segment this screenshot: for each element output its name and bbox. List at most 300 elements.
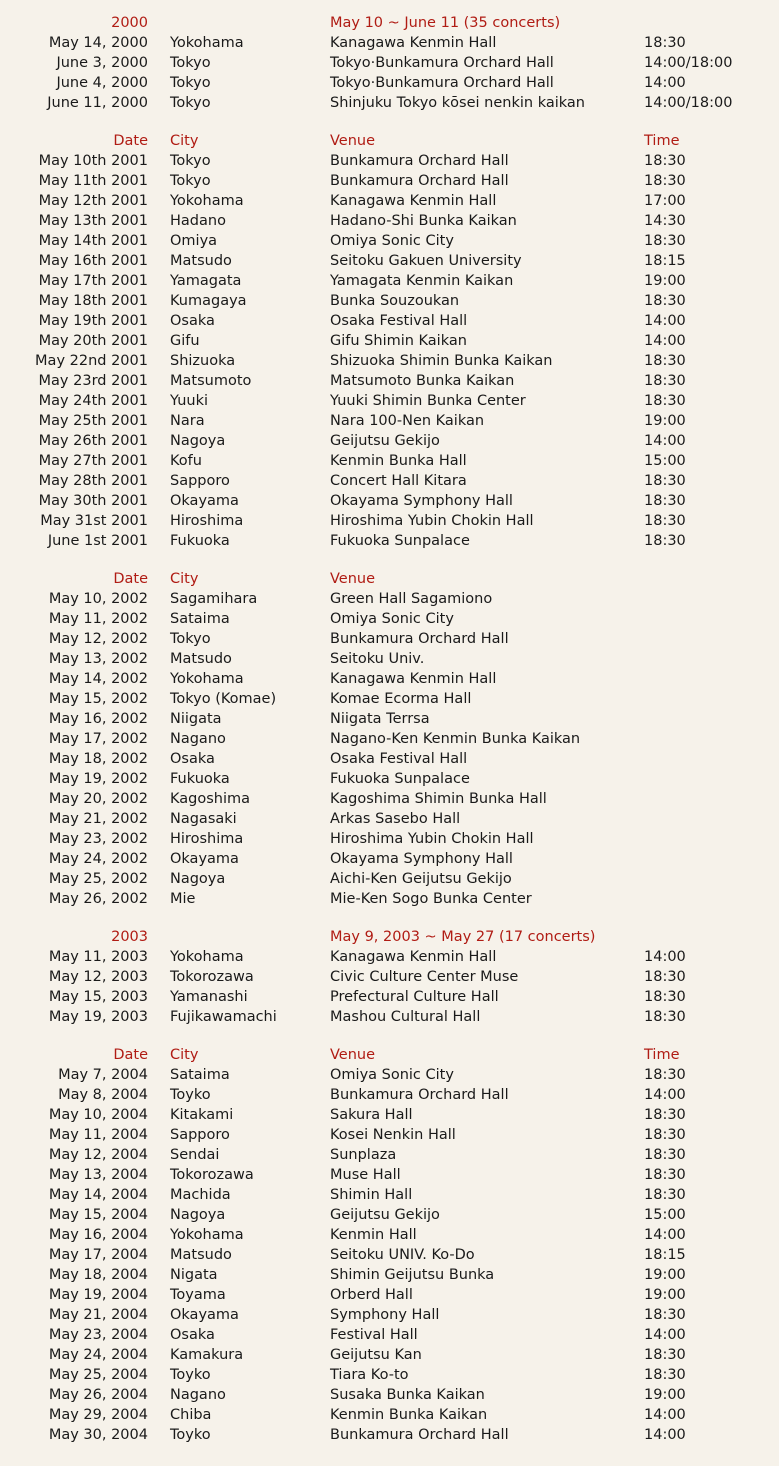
table-row [0, 53, 779, 73]
venue-cell: Kenmin Bunka Kaikan [330, 1407, 488, 1423]
venue-cell: Osaka Festival Hall [330, 313, 468, 329]
date-cell: May 30th 2001 [38, 493, 148, 509]
time-cell: 14:00 [644, 1407, 686, 1423]
venue-cell: Okayama Symphony Hall [330, 851, 513, 867]
venue-cell: Symphony Hall [330, 1307, 440, 1323]
table-header-row [0, 131, 779, 151]
venue-cell: Niigata Terrsa [330, 711, 430, 727]
time-cell: 18:30 [644, 173, 686, 189]
city-cell: Sataima [170, 611, 230, 627]
time-cell: 18:30 [644, 153, 686, 169]
time-cell: 18:30 [644, 1167, 686, 1183]
time-cell: 15:00 [644, 1207, 686, 1223]
venue-cell: Kanagawa Kenmin Hall [330, 671, 497, 687]
table-row [0, 351, 779, 371]
table-row [0, 1185, 779, 1205]
table-row [0, 231, 779, 251]
header-date: 2003 [111, 929, 148, 945]
city-cell: Yokohama [170, 949, 244, 965]
date-cell: May 18, 2004 [48, 1267, 148, 1283]
table-row [0, 391, 779, 411]
venue-cell: Omiya Sonic City [330, 611, 454, 627]
date-cell: May 12, 2002 [48, 631, 148, 647]
time-cell: 14:00 [644, 313, 686, 329]
date-cell: June 3, 2000 [56, 55, 148, 71]
table-row [0, 191, 779, 211]
venue-cell: Tiara Ko-to [330, 1367, 409, 1383]
venue-cell: Bunkamura Orchard Hall [330, 1087, 509, 1103]
table-row [0, 1325, 779, 1345]
table-row [0, 1245, 779, 1265]
city-cell: Osaka [170, 1327, 215, 1343]
date-cell: May 11, 2002 [48, 611, 148, 627]
table-row [0, 1385, 779, 1405]
table-row [0, 451, 779, 471]
venue-cell: Shimin Geijutsu Bunka [330, 1267, 495, 1283]
time-cell: 14:00 [644, 1427, 686, 1443]
city-cell: Nagano [170, 1387, 226, 1403]
time-cell [642, 669, 779, 689]
city-cell: Matsudo [170, 253, 232, 269]
date-cell: May 20, 2002 [48, 791, 148, 807]
table-row [0, 1265, 779, 1285]
venue-cell: Bunkamura Orchard Hall [330, 173, 509, 189]
city-cell: Matsudo [170, 651, 232, 667]
table-row [0, 251, 779, 271]
time-cell [642, 609, 779, 629]
venue-cell: Kagoshima Shimin Bunka Hall [330, 791, 547, 807]
time-cell [642, 889, 779, 909]
table-row [0, 491, 779, 511]
table-row [0, 371, 779, 391]
table-row [0, 849, 779, 869]
city-cell: Yamanashi [170, 989, 248, 1005]
city-cell: Tokorozawa [170, 969, 254, 985]
time-cell [642, 829, 779, 849]
date-cell: June 11, 2000 [47, 95, 148, 111]
venue-cell: Mashou Cultural Hall [330, 1009, 481, 1025]
time-cell: 19:00 [644, 273, 686, 289]
city-cell: Hiroshima [170, 513, 244, 529]
date-cell: May 15, 2004 [48, 1207, 148, 1223]
date-cell: June 1st 2001 [47, 533, 148, 549]
city-cell: Yokohama [170, 193, 244, 209]
venue-cell: Geijutsu Gekijo [330, 1207, 440, 1223]
date-cell: June 4, 2000 [56, 75, 148, 91]
venue-cell: Seitoku UNIV. Ko-Do [330, 1247, 475, 1263]
table-row [0, 331, 779, 351]
table-row [0, 1405, 779, 1425]
city-cell: Sapporo [170, 473, 230, 489]
city-cell: Toyko [170, 1367, 211, 1383]
table-row [0, 967, 779, 987]
date-cell: May 7, 2004 [58, 1067, 148, 1083]
city-cell: Sendai [170, 1147, 220, 1163]
table-row [0, 709, 779, 729]
date-cell: May 19, 2002 [48, 771, 148, 787]
date-cell: May 16, 2004 [48, 1227, 148, 1243]
table-row [0, 171, 779, 191]
date-cell: May 26th 2001 [38, 433, 148, 449]
city-cell: Toyko [170, 1427, 211, 1443]
city-cell: Tokyo [170, 631, 211, 647]
section-spacer [0, 551, 779, 569]
date-cell: May 18, 2002 [48, 751, 148, 767]
venue-cell: Concert Hall Kitara [330, 473, 467, 489]
table-row [0, 1085, 779, 1105]
venue-cell: Nara 100-Nen Kaikan [330, 413, 485, 429]
table-row [0, 1165, 779, 1185]
city-cell: Nagano [170, 731, 226, 747]
city-cell: Omiya [170, 233, 218, 249]
date-cell: May 30, 2004 [48, 1427, 148, 1443]
venue-cell: Yuuki Shimin Bunka Center [330, 393, 526, 409]
time-cell: 18:30 [644, 473, 686, 489]
venue-cell: Bunkamura Orchard Hall [330, 631, 509, 647]
venue-cell: Bunkamura Orchard Hall [330, 153, 509, 169]
city-cell: Kumagaya [170, 293, 247, 309]
time-cell: 18:30 [644, 373, 686, 389]
table-row [0, 291, 779, 311]
table-header-row [0, 13, 779, 33]
time-cell [642, 849, 779, 869]
header-date: Date [113, 1047, 148, 1063]
date-cell: May 13, 2002 [48, 651, 148, 667]
venue-cell: Komae Ecorma Hall [330, 691, 472, 707]
header-time [642, 927, 779, 947]
date-cell: May 14th 2001 [38, 233, 148, 249]
header-date: Date [113, 133, 148, 149]
city-cell: Nara [170, 413, 205, 429]
city-cell: Tokyo [170, 95, 211, 111]
date-cell: May 24, 2004 [48, 1347, 148, 1363]
table-row [0, 987, 779, 1007]
header-time [642, 13, 779, 33]
venue-cell: Fukuoka Sunpalace [330, 533, 470, 549]
city-cell: Tokyo [170, 75, 211, 91]
table-header-row [0, 569, 779, 589]
date-cell: May 12, 2003 [48, 969, 148, 985]
venue-cell: Shinjuku Tokyo kōsei nenkin kaikan [330, 95, 585, 111]
venue-cell: Kosei Nenkin Hall [330, 1127, 456, 1143]
venue-cell: Tokyo·Bunkamura Orchard Hall [330, 75, 554, 91]
date-cell: May 17, 2004 [48, 1247, 148, 1263]
header-date: Date [113, 571, 148, 587]
venue-cell: Hiroshima Yubin Chokin Hall [330, 831, 534, 847]
table-row [0, 1065, 779, 1085]
time-cell: 18:30 [644, 293, 686, 309]
time-cell: 18:30 [644, 969, 686, 985]
venue-cell: Shizuoka Shimin Bunka Kaikan [330, 353, 553, 369]
date-cell: May 22nd 2001 [35, 353, 148, 369]
date-cell: May 12th 2001 [38, 193, 148, 209]
time-cell: 18:30 [644, 1347, 686, 1363]
time-cell: 14:00 [644, 333, 686, 349]
table-row [0, 1205, 779, 1225]
date-cell: May 11th 2001 [38, 173, 148, 189]
date-cell: May 16, 2002 [48, 711, 148, 727]
table-row [0, 689, 779, 709]
time-cell: 18:30 [644, 1367, 686, 1383]
header-city [160, 13, 330, 33]
time-cell [642, 769, 779, 789]
section-spacer [0, 113, 779, 131]
time-cell: 18:15 [644, 253, 686, 269]
venue-cell: Kanagawa Kenmin Hall [330, 949, 497, 965]
date-cell: May 21, 2004 [48, 1307, 148, 1323]
header-time: Time [644, 133, 680, 149]
city-cell: Kitakami [170, 1107, 234, 1123]
date-cell: May 25, 2004 [48, 1367, 148, 1383]
venue-cell: Kanagawa Kenmin Hall [330, 193, 497, 209]
header-date: 2000 [111, 15, 148, 31]
time-cell: 18:30 [644, 1067, 686, 1083]
venue-cell: Nagano-Ken Kenmin Bunka Kaikan [330, 731, 581, 747]
date-cell: May 23, 2004 [48, 1327, 148, 1343]
header-venue: Venue [330, 571, 376, 587]
table-row [0, 151, 779, 171]
city-cell: Osaka [170, 313, 215, 329]
time-cell: 18:30 [644, 35, 686, 51]
time-cell: 17:00 [644, 193, 686, 209]
table-row [0, 471, 779, 491]
date-cell: May 19, 2004 [48, 1287, 148, 1303]
venue-cell: Matsumoto Bunka Kaikan [330, 373, 515, 389]
time-cell: 18:30 [644, 393, 686, 409]
venue-cell: Osaka Festival Hall [330, 751, 468, 767]
time-cell [642, 629, 779, 649]
table-row [0, 1105, 779, 1125]
date-cell: May 24, 2002 [48, 851, 148, 867]
header-venue: May 10 ~ June 11 (35 concerts) [330, 15, 561, 31]
table-row [0, 669, 779, 689]
venue-cell: Bunkamura Orchard Hall [330, 1427, 509, 1443]
date-cell: May 10, 2004 [48, 1107, 148, 1123]
time-cell: 19:00 [644, 413, 686, 429]
city-cell: Hadano [170, 213, 226, 229]
time-cell: 18:30 [644, 353, 686, 369]
venue-cell: Omiya Sonic City [330, 233, 454, 249]
table-row [0, 1305, 779, 1325]
table-row [0, 1365, 779, 1385]
time-cell [642, 729, 779, 749]
city-cell: Tokyo (Komae) [170, 691, 277, 707]
date-cell: May 26, 2004 [48, 1387, 148, 1403]
section-spacer [0, 1027, 779, 1045]
time-cell: 14:00 [644, 1227, 686, 1243]
date-cell: May 11, 2004 [48, 1127, 148, 1143]
time-cell: 14:00 [644, 433, 686, 449]
city-cell: Osaka [170, 751, 215, 767]
city-cell: Chiba [170, 1407, 212, 1423]
table-row [0, 749, 779, 769]
table-row [0, 1145, 779, 1165]
table-row [0, 271, 779, 291]
city-cell: Yuuki [170, 393, 208, 409]
schedule-table [0, 909, 779, 1027]
section-spacer [0, 909, 779, 927]
time-cell: 19:00 [644, 1287, 686, 1303]
time-cell: 18:30 [644, 1009, 686, 1025]
venue-cell: Shimin Hall [330, 1187, 413, 1203]
venue-cell: Gifu Shimin Kaikan [330, 333, 467, 349]
city-cell: Sapporo [170, 1127, 230, 1143]
venue-cell: Geijutsu Kan [330, 1347, 422, 1363]
date-cell: May 12, 2004 [48, 1147, 148, 1163]
venue-cell: Arkas Sasebo Hall [330, 811, 461, 827]
time-cell: 18:30 [644, 533, 686, 549]
date-cell: May 27th 2001 [38, 453, 148, 469]
time-cell: 15:00 [644, 453, 686, 469]
time-cell: 18:30 [644, 1107, 686, 1123]
date-cell: May 8, 2004 [58, 1087, 148, 1103]
city-cell: Machida [170, 1187, 231, 1203]
table-row [0, 809, 779, 829]
table-row [0, 1345, 779, 1365]
venue-cell: Green Hall Sagamiono [330, 591, 493, 607]
header-city: City [170, 133, 199, 149]
city-cell: Gifu [170, 333, 200, 349]
time-cell: 18:15 [644, 1247, 686, 1263]
venue-cell: Hiroshima Yubin Chokin Hall [330, 513, 534, 529]
city-cell: Okayama [170, 851, 239, 867]
date-cell: May 15, 2002 [48, 691, 148, 707]
city-cell: Hiroshima [170, 831, 244, 847]
header-time: Time [644, 1047, 680, 1063]
city-cell: Kagoshima [170, 791, 250, 807]
city-cell: Yokohama [170, 1227, 244, 1243]
date-cell: May 25, 2002 [48, 871, 148, 887]
city-cell: Nagoya [170, 433, 226, 449]
city-cell: Tokyo [170, 153, 211, 169]
city-cell: Yamagata [170, 273, 242, 289]
date-cell: May 13, 2004 [48, 1167, 148, 1183]
table-row [0, 411, 779, 431]
date-cell: May 18th 2001 [38, 293, 148, 309]
table-row [0, 649, 779, 669]
header-venue: Venue [330, 1047, 376, 1063]
time-cell [642, 869, 779, 889]
date-cell: May 24th 2001 [38, 393, 148, 409]
table-row [0, 93, 779, 113]
city-cell: Matsumoto [170, 373, 252, 389]
city-cell: Fukuoka [170, 771, 230, 787]
table-row [0, 1007, 779, 1027]
time-cell [642, 649, 779, 669]
venue-cell: Prefectural Culture Hall [330, 989, 499, 1005]
time-cell [642, 589, 779, 609]
date-cell: May 21, 2002 [48, 811, 148, 827]
venue-cell: Festival Hall [330, 1327, 418, 1343]
time-cell: 18:30 [644, 233, 686, 249]
table-row [0, 1225, 779, 1245]
city-cell: Toyko [170, 1087, 211, 1103]
time-cell: 14:00/18:00 [644, 95, 733, 111]
header-city: City [170, 1047, 199, 1063]
venue-cell: Susaka Bunka Kaikan [330, 1387, 485, 1403]
venue-cell: Kenmin Hall [330, 1227, 417, 1243]
date-cell: May 10, 2002 [48, 591, 148, 607]
date-cell: May 14, 2000 [48, 35, 148, 51]
table-row [0, 431, 779, 451]
date-cell: May 20th 2001 [38, 333, 148, 349]
venue-cell: Aichi-Ken Geijutsu Gekijo [330, 871, 512, 887]
city-cell: Niigata [170, 711, 222, 727]
table-row [0, 311, 779, 331]
date-cell: May 11, 2003 [48, 949, 148, 965]
time-cell: 18:30 [644, 493, 686, 509]
table-row [0, 629, 779, 649]
city-cell: Shizuoka [170, 353, 236, 369]
time-cell [642, 709, 779, 729]
venue-cell: Tokyo·Bunkamura Orchard Hall [330, 55, 554, 71]
date-cell: May 29, 2004 [48, 1407, 148, 1423]
date-cell: May 14, 2004 [48, 1187, 148, 1203]
table-row [0, 211, 779, 231]
venue-cell: Kanagawa Kenmin Hall [330, 35, 497, 51]
venue-cell: Mie-Ken Sogo Bunka Center [330, 891, 532, 907]
venue-cell: Civic Culture Center Muse [330, 969, 519, 985]
date-cell: May 19th 2001 [38, 313, 148, 329]
date-cell: May 25th 2001 [38, 413, 148, 429]
schedule-table [0, 551, 779, 909]
table-header-row [0, 1045, 779, 1065]
time-cell: 14:00 [644, 1087, 686, 1103]
venue-cell: Sakura Hall [330, 1107, 413, 1123]
date-cell: May 23rd 2001 [38, 373, 148, 389]
table-row [0, 889, 779, 909]
time-cell: 14:00 [644, 949, 686, 965]
time-cell: 14:30 [644, 213, 686, 229]
time-cell: 18:30 [644, 1127, 686, 1143]
venue-cell: Okayama Symphony Hall [330, 493, 513, 509]
venue-cell: Sunplaza [330, 1147, 397, 1163]
venue-cell: Geijutsu Gekijo [330, 433, 440, 449]
schedule-table [0, 13, 779, 113]
city-cell: Yokohama [170, 35, 244, 51]
city-cell: Yokohama [170, 671, 244, 687]
date-cell: May 17th 2001 [38, 273, 148, 289]
time-cell: 14:00 [644, 75, 686, 91]
date-cell: May 10th 2001 [38, 153, 148, 169]
time-cell: 18:30 [644, 1307, 686, 1323]
header-venue: May 9, 2003 ~ May 27 (17 concerts) [330, 929, 596, 945]
time-cell [642, 809, 779, 829]
date-cell: May 13th 2001 [38, 213, 148, 229]
time-cell: 19:00 [644, 1387, 686, 1403]
table-row [0, 869, 779, 889]
date-cell: May 23, 2002 [48, 831, 148, 847]
table-row [0, 729, 779, 749]
table-header-row [0, 927, 779, 947]
city-cell: Tokyo [170, 173, 211, 189]
city-cell: Kamakura [170, 1347, 244, 1363]
table-row [0, 609, 779, 629]
time-cell: 14:00 [644, 1327, 686, 1343]
header-city: City [170, 571, 199, 587]
date-cell: May 19, 2003 [48, 1009, 148, 1025]
venue-cell: Kenmin Bunka Hall [330, 453, 467, 469]
header-venue: Venue [330, 133, 376, 149]
city-cell: Nagasaki [170, 811, 237, 827]
time-cell: 14:00/18:00 [644, 55, 733, 71]
city-cell: Nigata [170, 1267, 218, 1283]
city-cell: Mie [170, 891, 196, 907]
city-cell: Fukuoka [170, 533, 230, 549]
venue-cell: Hadano-Shi Bunka Kaikan [330, 213, 517, 229]
time-cell: 18:30 [644, 1147, 686, 1163]
schedule-table [0, 113, 779, 551]
